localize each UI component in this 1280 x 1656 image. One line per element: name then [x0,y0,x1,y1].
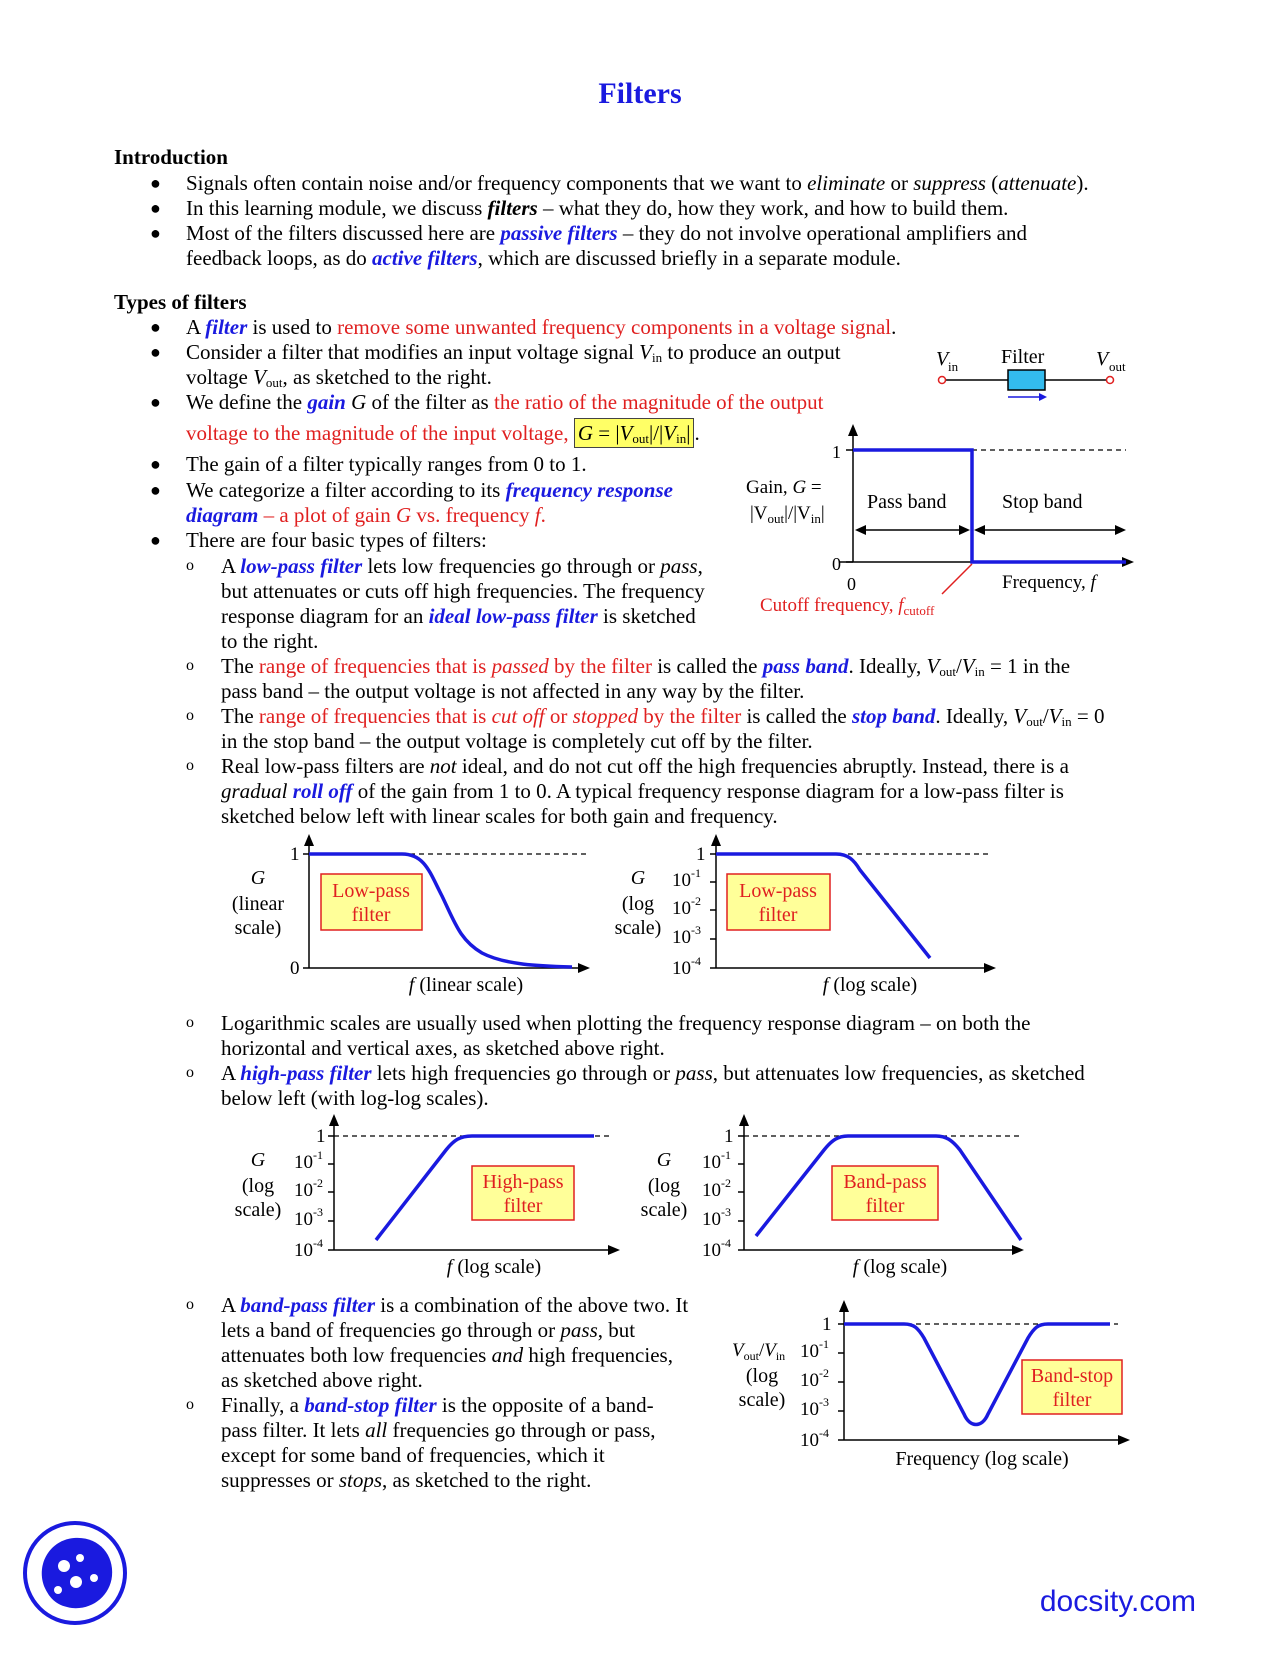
bullet-icon: ● [150,317,161,337]
sub-bullet-band-stop-l2: pass filter. It lets all frequencies go through or pass, [221,1418,656,1442]
box-label-line-1: Low-pass [739,880,817,902]
output-terminal-icon [1107,377,1114,384]
sub-bullet-band-pass: A band-pass filter is a combination of the above two. It [221,1293,689,1317]
high-pass-chart [224,1108,624,1284]
box-label-line-2: filter [351,904,391,926]
tick-label-e3: $10^{-3}$ [672,923,701,948]
circle-bullet-icon: o [186,1064,194,1081]
circle-bullet-icon: o [186,657,194,674]
types-bullet-4: The gain of a filter typically ranges from 0 to 1. [186,452,587,476]
types-bullet-5-cont: diagram – a plot of gain G vs. frequency f. [186,503,546,527]
types-bullet-2: Consider a filter that modifies an input voltage signal $V_{in}$ to produce an output [186,340,841,365]
tick-label-1: 1 [696,844,706,865]
sub-bullet-band-pass-l3: attenuates both low frequencies and high frequencies, [221,1343,673,1367]
docsity-brand: docsity.com [1039,1585,1196,1618]
gain-formula-box: $G = |V_{out}|/|V_{in}|$ [574,418,695,448]
sub-bullet-band-pass-l4: as sketched above right. [221,1368,423,1392]
bullet-icon: ● [150,530,161,550]
sub-bullet-low-pass-l4: to the right. [221,629,319,653]
sub-bullet-pass-band-l2: pass band – the output voltage is not affected in any way by the filter. [221,679,805,703]
tick-label-e2: $10^{-2}$ [672,894,701,919]
y-axis-arrow-icon [739,1114,749,1126]
sub-bullet-low-pass: A low-pass filter lets low frequencies go through or pass, [221,554,703,578]
y-label-scale-1: (linear [231,893,285,915]
tick-label-e2: $10^{-2}$ [800,1366,829,1391]
types-bullet-3-cont: voltage to the magnitude of the input voltage, $G = |V_{out}|/|V_{in}|$ . [186,418,700,448]
box-label-line-2: filter [758,904,798,926]
box-label-line-1: Band-stop [1030,1365,1114,1387]
intro-bullet-2: In this learning module, we discuss filters – what they do, how they work, and how to build them. [186,196,1009,220]
x-axis-label: Frequency (log scale) [895,1448,1069,1470]
circle-bullet-icon: o [186,557,194,574]
x-axis-arrow-icon [1012,1245,1024,1255]
y-label-scale-1: (log [745,1365,779,1387]
y-label-ratio: $V_{out}/V_{in}$ [732,1340,786,1363]
cutoff-pointer [942,564,972,594]
tick-label-e1: $10^{-1}$ [672,866,701,891]
tick-label-e4: $10^{-4}$ [294,1236,323,1261]
input-terminal-icon [939,377,946,384]
circle-bullet-icon: o [186,1296,194,1313]
low-pass-linear-chart [220,828,600,1004]
sub-bullet-band-stop-l4: suppresses or stops, as sketched to the right. [221,1468,592,1492]
types-bullet-5: We categorize a filter according to its frequency response [186,478,673,502]
filter-label: Filter [1001,346,1045,368]
circle-bullet-icon: o [186,1014,194,1031]
box-label-line-1: Band-pass [843,1171,927,1193]
x-axis-label: f (log scale) [446,1256,542,1278]
box-label-line-2: filter [1052,1389,1092,1411]
box-label-line-2: filter [503,1195,543,1217]
bullet-icon: ● [150,198,161,218]
tick-label-1: 1 [724,1126,734,1147]
y-label-scale-2: scale) [738,1389,786,1411]
sub-bullet-low-pass-l2: but attenuates or cuts off high frequencies. The frequency [221,579,705,603]
box-label-line-1: High-pass [482,1171,564,1193]
gain-label: Gain, G = [746,477,822,498]
y-label-scale-1: (log [241,1175,275,1197]
stop-band-label: Stop band [1002,491,1083,513]
gain-formula-label: $|V_{out}|/|V_{in}|$ [750,503,825,526]
bullet-icon: ● [150,454,161,474]
y-label-scale-1: (log [647,1175,681,1197]
tick-label-0: 0 [290,958,300,979]
sub-bullet-real-lp-l2: gradual roll off of the gain from 1 to 0. A typical frequency response diagram for a low-pass filter is [221,779,1064,803]
sub-bullet-stop-band: The range of frequencies that is cut off or stopped by the filter is called the stop band. Ideally, $V_{out}/V_{in} = 0$ [221,704,1105,729]
x-axis-label: f (linear scale) [408,974,524,996]
circle-bullet-icon: o [186,757,194,774]
tick-label-e3: $10^{-3}$ [800,1395,829,1420]
band-stop-chart [726,1296,1136,1476]
sub-bullet-band-stop-l3: except for some band of frequencies, which it [221,1443,605,1467]
y-label-scale-1: (log [621,893,655,915]
tick-label-e1: $10^{-1}$ [800,1337,829,1362]
y-label-scale-2: scale) [640,1199,688,1221]
tick-label-e4: $10^{-4}$ [702,1236,731,1261]
tick-label-1: 1 [290,844,300,865]
tick-label-e4: $10^{-4}$ [800,1426,829,1451]
arrowhead-icon [974,525,985,535]
bullet-icon: ● [150,392,161,412]
sub-bullet-real-lp: Real low-pass filters are not ideal, and do not cut off the high frequencies abruptly. Instead, there is a [221,754,1069,778]
arrowhead-icon [1039,393,1047,401]
y-axis-arrow-icon [329,1114,339,1126]
intro-bullet-3-cont: feedback loops, as do active filters, which are discussed briefly in a separate module. [186,246,901,270]
band-pass-chart [636,1108,1036,1284]
y-axis-arrow-icon [848,424,858,436]
tick-label-1: 1 [316,1126,326,1147]
bullet-icon: ● [150,342,161,362]
circle-bullet-icon: o [186,1396,194,1413]
arrowhead-icon [1115,525,1126,535]
x-axis-arrow-icon [608,1245,620,1255]
sub-bullet-stop-band-l2: in the stop band – the output voltage is completely cut off by the filter. [221,729,813,753]
circle-bullet-icon: o [186,707,194,724]
sub-bullet-pass-band: The range of frequencies that is passed by the filter is called the pass band. Ideally, $V_{out}/V_{in} = 1$ in the [221,654,1071,679]
filter-block-diagram [926,340,1146,410]
sub-bullet-log-scales-l2: horizontal and vertical axes, as sketched above right. [221,1036,665,1060]
sub-bullet-band-pass-l2: lets a band of frequencies go through or pass, but [221,1318,636,1342]
intro-bullet-1: Signals often contain noise and/or frequency components that we want to eliminate or suppress (attenuate). [186,171,1089,195]
ideal-low-pass-chart [740,420,1140,625]
sub-bullet-high-pass: A high-pass filter lets high frequencies go through or pass, but attenuates low frequencies, as sketched [221,1061,1085,1085]
y-label-g: G [656,1149,672,1171]
low-pass-log-chart [608,828,1008,1004]
vin-sub: in [948,359,959,374]
pass-band-label: Pass band [867,491,947,513]
tick-label-e2: $10^{-2}$ [294,1176,323,1201]
tick-label-e1: $10^{-1}$ [294,1148,323,1173]
x-axis-label: f (log scale) [822,974,918,996]
tick-label-e3: $10^{-3}$ [294,1205,323,1230]
tick-label-e2: $10^{-2}$ [702,1176,731,1201]
sub-bullet-low-pass-l3: response diagram for an ideal low-pass filter is sketched [221,604,696,628]
x-tick-label-0: 0 [847,574,856,594]
y-axis-arrow-icon [839,1300,849,1312]
bullet-icon: ● [150,173,161,193]
sub-bullet-log-scales: Logarithmic scales are usually used when plotting the frequency response diagram – on both the [221,1011,1031,1035]
intro-bullet-3: Most of the filters discussed here are passive filters – they do not involve operational amplifiers and [186,221,1027,245]
x-axis-arrow-icon [984,963,996,973]
types-bullet-6: There are four basic types of filters: [186,528,487,552]
bullet-icon: ● [150,480,161,500]
types-bullet-2-cont: voltage $V_{out}$, as sketched to the right. [186,365,492,390]
docsity-logo-icon [22,1520,128,1626]
sub-bullet-real-lp-l3: sketched below left with linear scales for both gain and frequency. [221,804,778,828]
y-label-g: G [630,867,646,889]
box-label-line-2: filter [865,1195,905,1217]
y-label-scale-2: scale) [234,1199,282,1221]
x-axis-arrow-icon [578,963,590,973]
tick-label-0: 0 [832,554,841,574]
tick-label-e1: $10^{-1}$ [702,1148,731,1173]
arrowhead-icon [855,525,866,535]
types-heading: Types of filters [114,290,247,314]
filter-block-icon [1008,370,1045,390]
page-title: Filters [598,77,682,110]
tick-label-1: 1 [832,442,841,462]
y-axis-arrow-icon [304,834,314,846]
bullet-icon: ● [150,223,161,243]
vout-label: V [1096,348,1109,370]
y-axis-arrow-icon [711,834,721,846]
x-axis-arrow-icon [1118,1435,1130,1445]
y-label-g: G [250,1149,266,1171]
x-axis-label: f (log scale) [852,1256,948,1278]
frequency-label: Frequency, f [1002,572,1096,593]
tick-label-1: 1 [822,1314,832,1335]
y-label-g: G [250,867,266,889]
sub-bullet-band-stop: Finally, a band-stop filter is the opposite of a band- [221,1393,654,1417]
intro-heading: Introduction [114,145,228,169]
sub-bullet-high-pass-l2: below left (with log-log scales). [221,1086,489,1110]
y-label-scale-2: scale) [614,917,662,939]
types-bullet-1: A filter is used to remove some unwanted frequency components in a voltage signal. [186,315,897,339]
vin-label: V [936,348,949,370]
cutoff-frequency-label: Cutoff frequency, $f_{cutoff}$ [760,595,935,618]
box-label-line-1: Low-pass [332,880,410,902]
y-label-scale-2: scale) [234,917,282,939]
types-bullet-3: We define the gain G of the filter as the ratio of the magnitude of the output [186,390,824,414]
arrowhead-icon [959,525,970,535]
tick-label-e4: $10^{-4}$ [672,954,701,979]
vout-sub: out [1109,359,1126,374]
tick-label-e3: $10^{-3}$ [702,1205,731,1230]
